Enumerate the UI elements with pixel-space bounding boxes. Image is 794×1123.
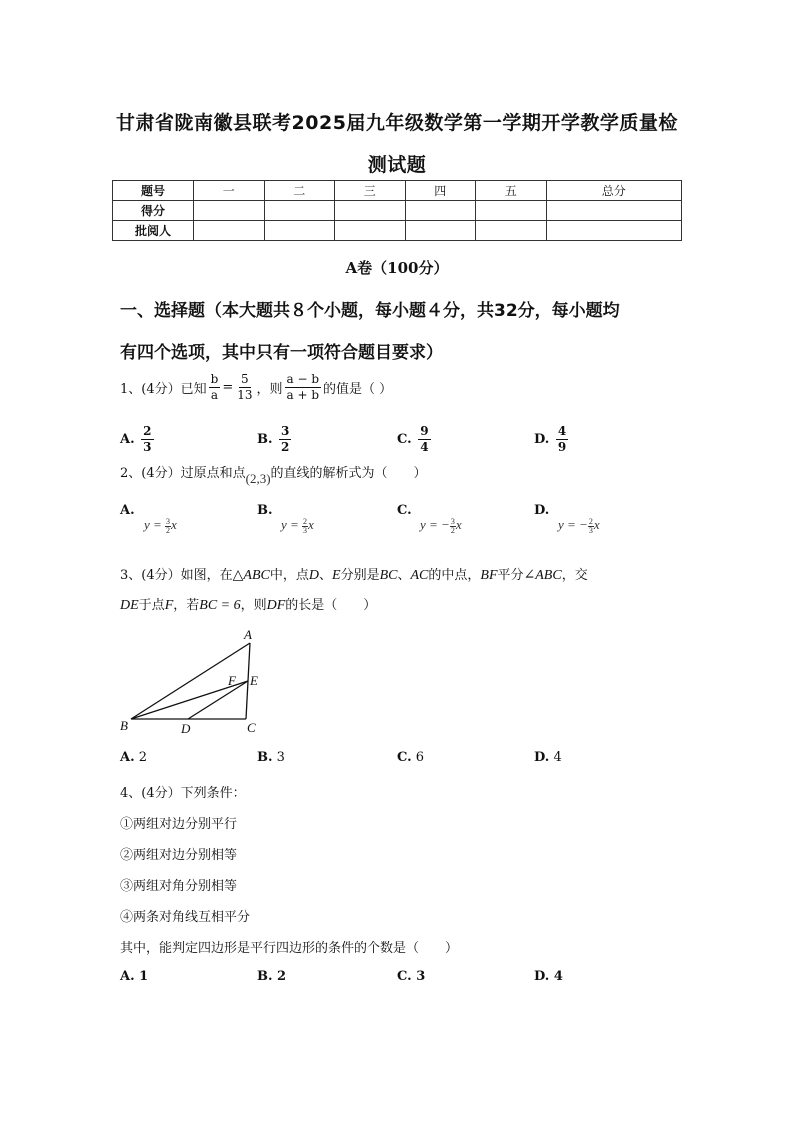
score-input-cell[interactable] xyxy=(476,201,547,221)
fraction-numerator: 4 xyxy=(557,424,567,438)
fraction-numerator: 2 xyxy=(588,516,593,526)
q3-point-d: D xyxy=(308,568,319,583)
q3-text: 中，点 xyxy=(269,568,309,583)
fraction-denominator: 4 xyxy=(420,440,429,454)
formula-lhs: y = xyxy=(281,517,299,532)
q3-option-b[interactable] xyxy=(257,750,285,765)
q3-point-e: E xyxy=(332,568,341,583)
option-value: 3 xyxy=(416,969,426,984)
fraction-numerator: 2 xyxy=(303,516,308,526)
fraction-denominator: 2 xyxy=(166,525,171,535)
reviewer-input-cell[interactable] xyxy=(194,221,265,241)
option-label: B. xyxy=(257,969,273,984)
question-3-line-1 xyxy=(120,564,690,584)
option-label: D. xyxy=(534,432,550,447)
q4-condition-2: ②两组对边分别相等 xyxy=(120,848,238,863)
q3-segment-df: DF xyxy=(266,598,286,613)
fraction-denominator: 9 xyxy=(557,440,567,454)
q4-option-b[interactable] xyxy=(257,969,286,984)
q3-text: ，则 xyxy=(240,598,267,613)
q3-condition: BC = 6 xyxy=(199,598,241,613)
q2-option-b[interactable] xyxy=(257,503,273,518)
question-4-stem: 4、(4分）下列条件： xyxy=(120,786,246,801)
formula-var: x xyxy=(308,517,314,532)
reviewer-input-cell[interactable] xyxy=(264,221,335,241)
q4-condition-4: ④两条对角线互相平分 xyxy=(120,910,251,925)
label-a: A xyxy=(244,627,252,642)
q1-fraction-b-over-a xyxy=(209,372,221,403)
option-fraction xyxy=(141,424,153,455)
q2-option-c-formula xyxy=(420,517,462,535)
option-value: 6 xyxy=(415,750,425,765)
q1-equals: = xyxy=(222,380,234,395)
fraction-denominator: 13 xyxy=(237,388,253,402)
q3-segment-ac: AC xyxy=(410,568,429,583)
q3-segment-bf: BF xyxy=(480,568,498,583)
reviewer-input-cell[interactable] xyxy=(335,221,406,241)
q1-fraction-expression xyxy=(285,372,322,403)
q3-text: 于点 xyxy=(138,598,165,613)
option-label: D. xyxy=(534,969,550,984)
fraction-denominator: 2 xyxy=(281,440,290,454)
option-label: A. xyxy=(120,432,135,447)
q1-options xyxy=(120,414,690,454)
score-table-score-row xyxy=(113,201,682,221)
option-fraction xyxy=(279,424,291,455)
q3-point-f: F xyxy=(164,598,174,613)
reviewer-input-cell[interactable] xyxy=(546,221,682,241)
q3-sep: 、 xyxy=(318,568,332,583)
option-label: C. xyxy=(397,969,412,984)
q1-option-d[interactable] xyxy=(534,424,570,455)
q4-condition-3: ③两组对角分别相等 xyxy=(120,879,238,894)
label-c: C xyxy=(247,720,256,735)
option-fraction xyxy=(418,424,430,455)
option-label: D. xyxy=(534,503,550,518)
q4-options xyxy=(120,969,690,989)
q3-sep: 、 xyxy=(397,568,411,583)
question-1 xyxy=(120,372,392,403)
question-2 xyxy=(120,462,427,486)
fraction-numerator: 5 xyxy=(241,372,249,386)
formula-lhs: y = xyxy=(144,517,162,532)
q4-option-d[interactable] xyxy=(534,969,563,984)
reviewer-input-cell[interactable] xyxy=(476,221,547,241)
q3-angle: ∠ABC xyxy=(523,568,562,583)
q2-text-a: 2、(4分）过原点和点 xyxy=(120,466,246,481)
q3-text: ，若 xyxy=(173,598,200,613)
q3-segment-bc: BC xyxy=(379,568,398,583)
score-table-cell: 二 xyxy=(264,181,335,201)
label-b: B xyxy=(120,718,128,733)
section-1-heading-cont: 有四个选项，其中只有一项符合题目要求） xyxy=(120,343,443,363)
q4-option-a[interactable] xyxy=(120,969,148,984)
formula-var: x xyxy=(455,517,462,532)
score-input-cell[interactable] xyxy=(264,201,335,221)
score-table-reviewer-row xyxy=(113,221,682,241)
score-table-cell: 四 xyxy=(405,181,476,201)
q3-text: 的长是（ ） xyxy=(285,598,377,613)
score-table-cell: 一 xyxy=(194,181,265,201)
fraction-numerator: 2 xyxy=(143,424,152,438)
option-label: A. xyxy=(120,503,135,518)
fraction-numerator: 9 xyxy=(420,424,429,438)
fraction-denominator: 3 xyxy=(588,525,593,535)
score-table xyxy=(112,180,682,241)
section-1-heading: 一、选择题（本大题共８个小题，每小题４分，共32分，每小题均 xyxy=(120,301,620,321)
q4-option-c[interactable] xyxy=(397,969,425,984)
q3-text: 平分 xyxy=(497,568,524,583)
q2-option-b-formula xyxy=(281,517,314,535)
option-label: A. xyxy=(120,750,135,765)
q3-text: ，交 xyxy=(561,568,588,583)
label-f: F xyxy=(228,673,236,688)
score-table-header-row xyxy=(113,181,682,201)
option-label: B. xyxy=(257,503,273,518)
option-value: 1 xyxy=(139,969,149,984)
q3-options xyxy=(120,750,690,770)
score-table-cell: 总分 xyxy=(546,181,682,201)
fraction-numerator: 3 xyxy=(166,516,171,526)
q2-point: (2,3) xyxy=(245,471,271,486)
q4-condition-1: ①两组对边分别平行 xyxy=(120,817,238,832)
fraction-denominator: a + b xyxy=(286,388,320,402)
q3-triangle-figure xyxy=(110,622,280,740)
q1-option-a[interactable] xyxy=(120,424,156,455)
q3-triangle: △ABC xyxy=(232,568,270,583)
option-value: 4 xyxy=(553,969,563,984)
q2-options xyxy=(120,503,690,539)
reviewer-input-cell[interactable] xyxy=(405,221,476,241)
option-label: C. xyxy=(397,503,412,518)
formula-var: x xyxy=(593,517,600,532)
option-label: D. xyxy=(534,750,550,765)
q3-segment-de: DE xyxy=(120,598,139,613)
fraction-denominator: 3 xyxy=(303,525,308,535)
q2-option-d-formula xyxy=(558,517,600,535)
score-input-cell[interactable] xyxy=(194,201,265,221)
question-3-line-2 xyxy=(120,594,690,614)
formula-lhs: y = xyxy=(420,517,438,532)
label-e: E xyxy=(250,673,258,688)
q3-text: 的中点， xyxy=(428,568,481,583)
q2-option-d[interactable] xyxy=(534,503,549,518)
score-table-cell: 三 xyxy=(335,181,406,201)
option-value: 2 xyxy=(138,750,148,765)
q4-question: 其中，能判定四边形是平行四边形的条件的个数是（ ） xyxy=(120,941,459,956)
q2-option-a[interactable] xyxy=(120,503,135,518)
q1-prefix: 1、(4分）已知 xyxy=(120,382,207,397)
q2-text-b: 的直线的解析式为（ ） xyxy=(270,466,427,481)
title-line-2: 测试题 xyxy=(367,154,427,176)
q1-suffix: 的值是（ ） xyxy=(323,382,393,397)
option-fraction xyxy=(556,424,568,455)
fraction-numerator: 3 xyxy=(281,424,290,438)
option-value: 4 xyxy=(553,750,562,765)
segment-de xyxy=(188,681,248,719)
score-row-label: 得分 xyxy=(113,201,194,221)
option-label: C. xyxy=(397,750,412,765)
section-a-heading: A卷（100分） xyxy=(345,259,449,277)
fraction-numerator: 3 xyxy=(450,516,455,526)
option-label: B. xyxy=(257,432,273,447)
q2-option-c[interactable] xyxy=(397,503,412,518)
label-d: D xyxy=(181,721,191,736)
reviewer-row-label: 批阅人 xyxy=(113,221,194,241)
q1-option-c[interactable] xyxy=(397,424,433,455)
q1-mid: ，则 xyxy=(256,382,283,397)
formula-sign: − xyxy=(579,517,588,532)
q3-text: 分别是 xyxy=(340,568,380,583)
q2-option-a-formula xyxy=(144,517,177,535)
option-label: C. xyxy=(397,432,412,447)
fraction-numerator: b xyxy=(210,372,219,386)
formula-sign: − xyxy=(441,517,450,532)
fraction-denominator: 3 xyxy=(143,440,152,454)
score-table-cell: 五 xyxy=(476,181,547,201)
formula-var: x xyxy=(171,517,177,532)
fraction-denominator: 2 xyxy=(450,525,455,535)
score-input-cell[interactable] xyxy=(335,201,406,221)
title-line-1: 甘肃省陇南徽县联考2025届九年级数学第一学期开学教学质量检 xyxy=(116,112,678,134)
fraction-numerator: a − b xyxy=(286,372,320,386)
score-input-cell[interactable] xyxy=(405,201,476,221)
q3-option-c[interactable] xyxy=(397,750,424,765)
option-value: 2 xyxy=(277,969,287,984)
q1-option-b[interactable] xyxy=(257,424,293,455)
option-value: 3 xyxy=(276,750,285,765)
option-label: B. xyxy=(257,750,273,765)
score-input-cell[interactable] xyxy=(546,201,682,221)
q1-fraction-5-over-13 xyxy=(235,372,254,403)
option-label: A. xyxy=(120,969,135,984)
q3-text: 3、(4分）如图，在 xyxy=(120,568,233,583)
q3-option-a[interactable] xyxy=(120,750,147,765)
q3-option-d[interactable] xyxy=(534,750,562,765)
fraction-denominator: a xyxy=(210,388,219,402)
score-table-cell: 题号 xyxy=(113,181,194,201)
formula-lhs: y = xyxy=(558,517,576,532)
